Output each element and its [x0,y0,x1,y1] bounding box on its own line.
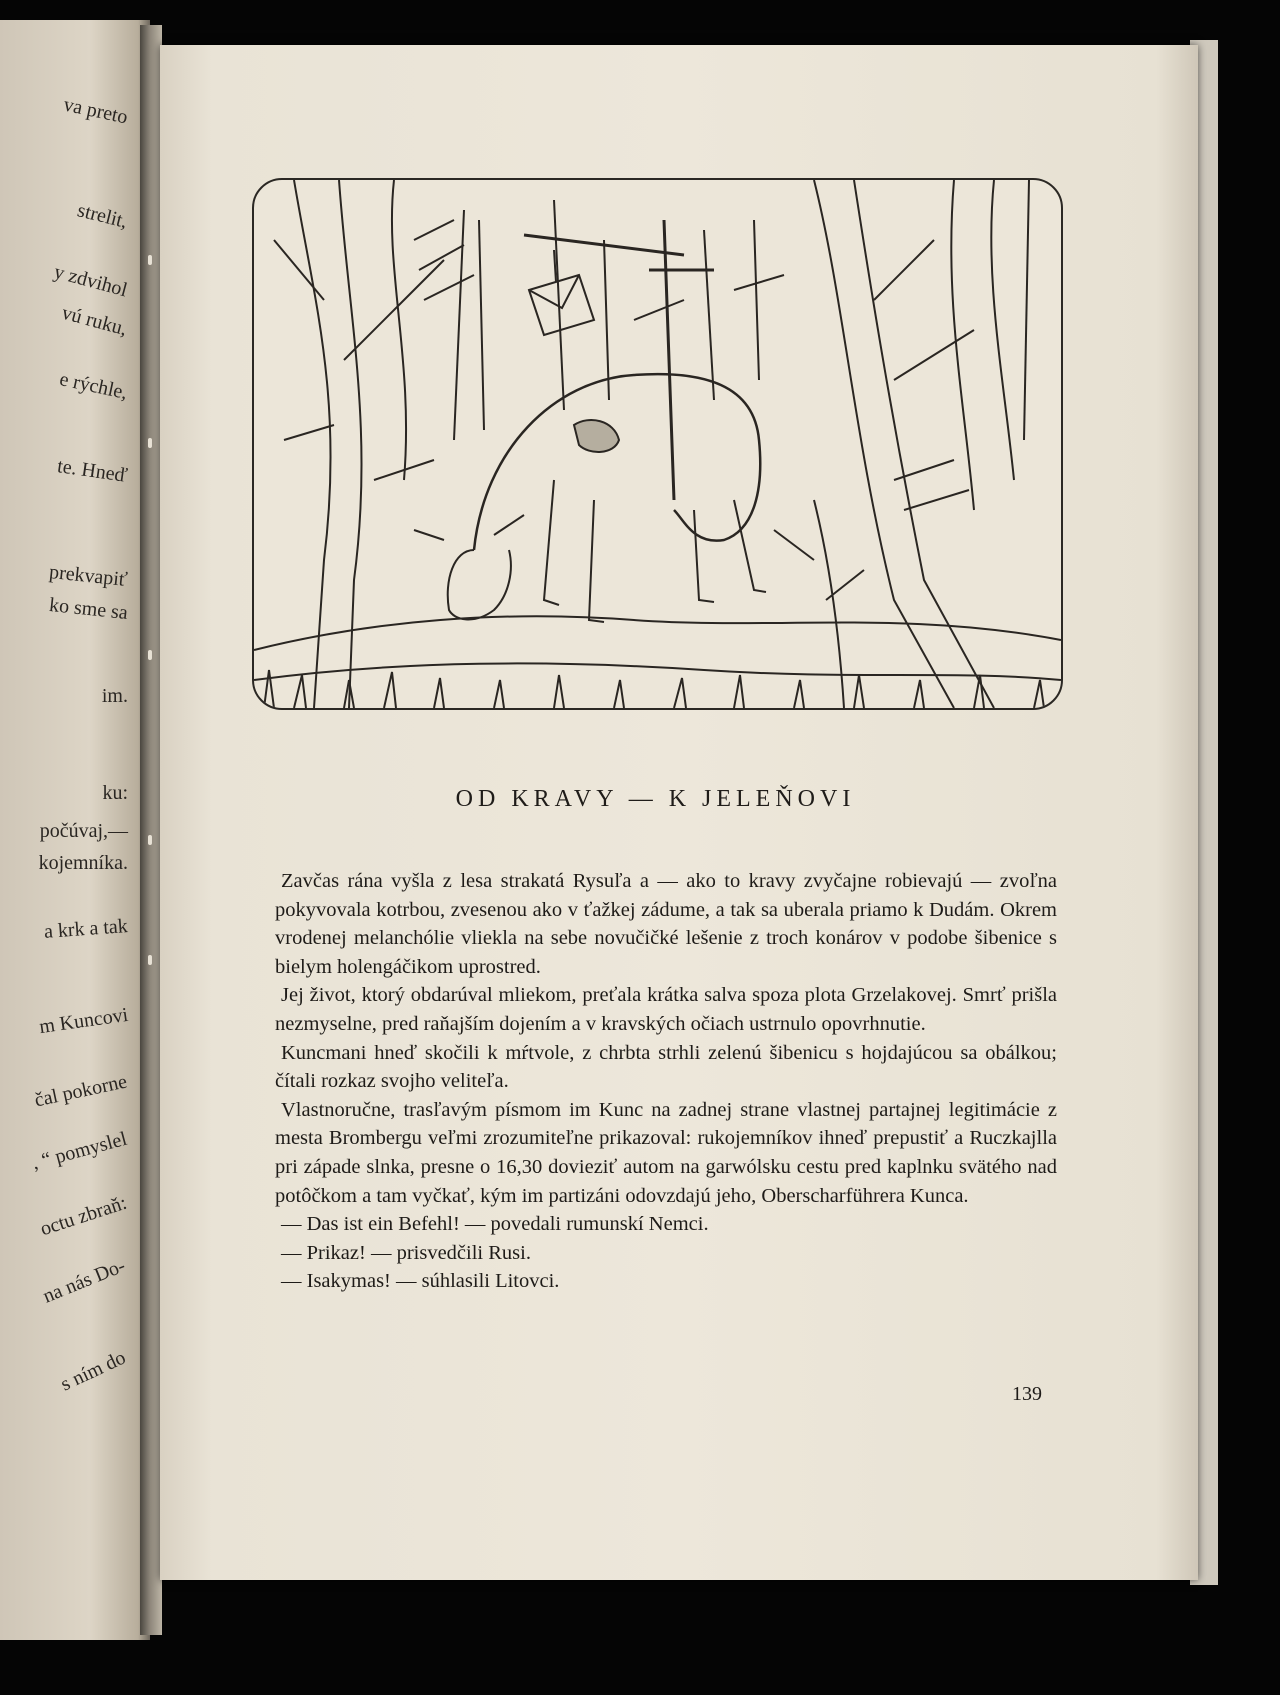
left-page-fragment: na nás Do- [40,1254,129,1308]
left-page-fragment: va preto [61,93,130,129]
chapter-text [275,867,1057,1296]
left-page-fragment: počúvaj,— [39,820,128,842]
woodcut-cow-forest-illustration [252,178,1063,710]
left-page-fragment: strelit, [75,199,131,233]
left-page-fragment: a krk a tak [43,915,129,943]
paragraph: Jej život, ktorý obdarúval mliekom, preťala krátka salva spoza plota Grzelakovej. Smrť prišla nezmyselne, pred raňajším dojením a v kravských očiach ustrnulo opovrhnutie. [275,984,1057,1035]
left-page-fragment: e rýchle, [57,368,130,404]
left-page-fragment: vú ruku, [59,301,130,341]
left-page-fragment: ko sme sa [48,593,129,625]
left-page-fragment: m Kuncovi [37,1003,130,1039]
paragraph: Zavčas rána vyšla z lesa strakatá Rysuľa a — ako to kravy zvyčajne robievajú — zvoľna pokyvovala kotrbou, zvesenou ako v ťažkej zádume, a tak sa uberala priamo k Dudám. Okrem vrodenej melanchólie vliekla na sebe novučičké lešenie z troch konárov v podobe šibenice s bielym holengáčikom uprostred. [275,870,1057,978]
illustration-drawing [254,180,1061,708]
left-page-fragment: s ním do [57,1346,130,1396]
book-gutter [140,25,162,1635]
left-page-fragment: prekvapiť [48,560,129,592]
dialogue-line: — Isakymas! — súhlasili Litovci. [281,1270,560,1293]
binding-stitch [148,835,152,845]
left-page [0,20,150,1640]
left-page-fragment: ku: [102,782,128,804]
left-page-fragment: , “ pomyslel [29,1127,130,1175]
dialogue-line: — Das ist ein Befehl! — povedali rumunskí Nemci. [281,1213,709,1236]
binding-stitch [148,650,152,660]
left-page-fragment: čal pokorne [32,1070,130,1112]
page-number: 139 [1012,1383,1042,1405]
left-page-fragment: im. [101,685,128,707]
left-page-fragment: octu zbraň: [37,1191,130,1241]
binding-stitch [148,438,152,448]
left-page-fragment: kojemníka. [38,852,128,874]
left-page-fragment: y zdvihol [51,260,130,302]
paragraph: Kuncmani hneď skočili k mŕtvole, z chrbta strhli zelenú šibenicu s hojdajúcou sa obálkou; čítali rozkaz svojho veliteľa. [275,1041,1057,1093]
chapter-title: OD KRAVY — K JELEŇOVI [455,786,856,812]
binding-stitch [148,255,152,265]
dialogue-line: — Prikaz! — prisvedčili Rusi. [281,1241,531,1264]
binding-stitch [148,955,152,965]
paragraph: Vlastnoručne, trasľavým písmom im Kunc na zadnej strane vlastnej partajnej legitimácie z mesta Brombergu veľmi zrozumiteľne prikazoval: rukojemníkov ihneď prepustiť a Ruczkajlla pri západe slnka, presne o 16,30 dovieziť autom na garwólsku cestu pred kaplnku svätého nad potôčkom a tam vyčkať, kým im partizáni odovzdajú jeho, Oberscharführera Kunca. [275,1098,1057,1207]
left-page-fragment: te. Hneď [56,455,130,487]
